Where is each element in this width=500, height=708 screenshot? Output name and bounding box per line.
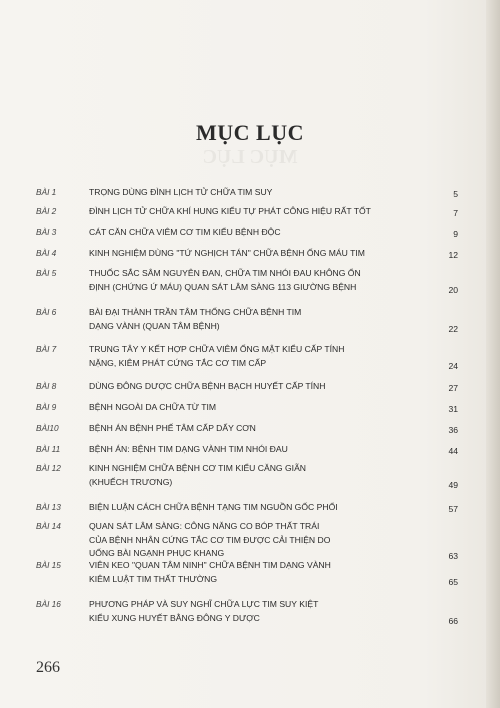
entry-title: BÀI ĐẠI THÀNH TRẦN TÂM THỐNG CHỮA BỆNH TIM DẠNG VÀNH (QUAN TÂM BỆNH) bbox=[89, 307, 302, 331]
entry-page-number: 20 bbox=[448, 284, 458, 295]
lesson-label: BÀI 6 bbox=[36, 307, 57, 317]
entry-title: KINH NGHIỆM CHỮA BỆNH CƠ TIM KIỂU CĂNG GIÃN (KHUẾCH TRƯƠNG) bbox=[89, 463, 307, 487]
entry-page-number: 9 bbox=[453, 229, 458, 239]
entry-page-number: 31 bbox=[448, 404, 458, 414]
entry-title: BIỆN LUẬN CÁCH CHỮA BỆNH TẠNG TIM NGUỒN GỐC PHỔI bbox=[89, 502, 338, 512]
page-title: MỤC LỤC bbox=[196, 120, 304, 145]
entry-title: PHƯƠNG PHÁP VÀ SUY NGHĨ CHỮA LỰC TIM SUY KIỆT KIỂU XUNG HUYẾT BẰNG ĐÔNG Y DƯỢC bbox=[89, 599, 319, 623]
entry-page-number: 7 bbox=[453, 208, 458, 218]
lesson-label: BÀI 5 bbox=[36, 268, 57, 278]
entry-page-number: 36 bbox=[448, 425, 458, 435]
entry-page-number: 66 bbox=[448, 615, 458, 626]
entry-title: ĐÌNH LỊCH TỬ CHỮA KHÍ HUNG KIỂU TỰ PHÁT CÔNG HIỆU RẤT TỐT bbox=[89, 206, 371, 216]
entry-page-number: 44 bbox=[448, 446, 458, 456]
entry-page-number: 12 bbox=[448, 250, 458, 260]
entry-title: VIÊN KEO "QUAN TÂM NINH" CHỮA BỆNH TIM DẠNG VÀNH KIÊM LUẬT TIM THẤT THƯỜNG bbox=[89, 560, 331, 584]
lesson-label: BÀI 15 bbox=[36, 560, 61, 570]
lesson-label: BÀI 4 bbox=[36, 248, 57, 258]
entry-title: TRỌNG DÙNG ĐÌNH LỊCH TỬ CHỮA TIM SUY bbox=[89, 187, 273, 197]
entry-title: BỆNH ÁN: BỆNH TIM DẠNG VÀNH TIM NHÓI ĐAU bbox=[89, 444, 288, 454]
entry-title: QUAN SÁT LÂM SÀNG: CÔNG NĂNG CO BÓP THẤT TRÁI CỦA BỆNH NHÂN CỨNG TẮC CƠ TIM ĐƯỢC CẢI THIỆN DO UỐNG BÀI NGẠNH PHỤC KHANG bbox=[89, 521, 331, 558]
lesson-label: BÀI 13 bbox=[36, 502, 61, 512]
entry-page-number: 22 bbox=[448, 323, 458, 334]
entry-page-number: 65 bbox=[448, 576, 458, 587]
lesson-label: BÀI 12 bbox=[36, 463, 61, 473]
entry-title: CÁT CĂN CHỮA VIÊM CƠ TIM KIỂU BỆNH ĐỘC bbox=[89, 227, 281, 237]
lesson-label: BÀI 7 bbox=[36, 344, 57, 354]
lesson-label: BÀI 11 bbox=[36, 444, 61, 454]
lesson-label: BÀI 8 bbox=[36, 381, 57, 391]
entry-title: THUỐC SẮC SÂM NGUYÊN ĐAN, CHỮA TIM NHÓI ĐAU KHÔNG ỔN ĐỊNH (CHỨNG Ứ MÁU) QUAN SÁT LÂM SÀNG 113 GIƯỜNG BỆNH bbox=[89, 268, 361, 292]
entry-title: TRUNG TÂY Y KẾT HỢP CHỮA VIÊM ỐNG MẬT KIỂU CẤP TÍNH NẶNG, KIÊM PHÁT CỨNG TẮC CƠ TIM CẤP bbox=[89, 344, 345, 368]
entry-page-number: 63 bbox=[448, 551, 458, 561]
bleed-through-title: MỤC LỤC bbox=[202, 146, 298, 168]
entry-title: DÙNG ĐÔNG DƯỢC CHỮA BỆNH BẠCH HUYẾT CẤP TÍNH bbox=[89, 381, 326, 391]
lesson-label: BÀI 1 bbox=[36, 187, 57, 197]
entry-page-number: 24 bbox=[448, 360, 458, 371]
lesson-label: BÀI 3 bbox=[36, 227, 57, 237]
lesson-label: BÀI 2 bbox=[36, 206, 57, 216]
entry-page-number: 57 bbox=[448, 504, 458, 514]
entry-title: BỆNH ÁN BỆNH PHẾ TÂM CẤP DẤY CƠN bbox=[89, 423, 256, 433]
lesson-label: BÀI 16 bbox=[36, 599, 61, 609]
entry-page-number: 49 bbox=[448, 479, 458, 490]
lesson-label: BÀI 14 bbox=[36, 521, 61, 531]
entry-title: KINH NGHIỆM DÙNG "TỨ NGHỊCH TÁN" CHỮA BỆNH ỐNG MÁU TIM bbox=[89, 248, 365, 258]
page-edge-shadow bbox=[486, 0, 500, 708]
entry-page-number: 5 bbox=[453, 189, 458, 199]
entry-title: BỆNH NGOÀI DA CHỮA TỪ TIM bbox=[89, 402, 217, 412]
page-number: 266 bbox=[36, 659, 60, 676]
lesson-label: BÀI10 bbox=[36, 423, 59, 433]
lesson-label: BÀI 9 bbox=[36, 402, 57, 412]
entry-page-number: 27 bbox=[448, 383, 458, 393]
